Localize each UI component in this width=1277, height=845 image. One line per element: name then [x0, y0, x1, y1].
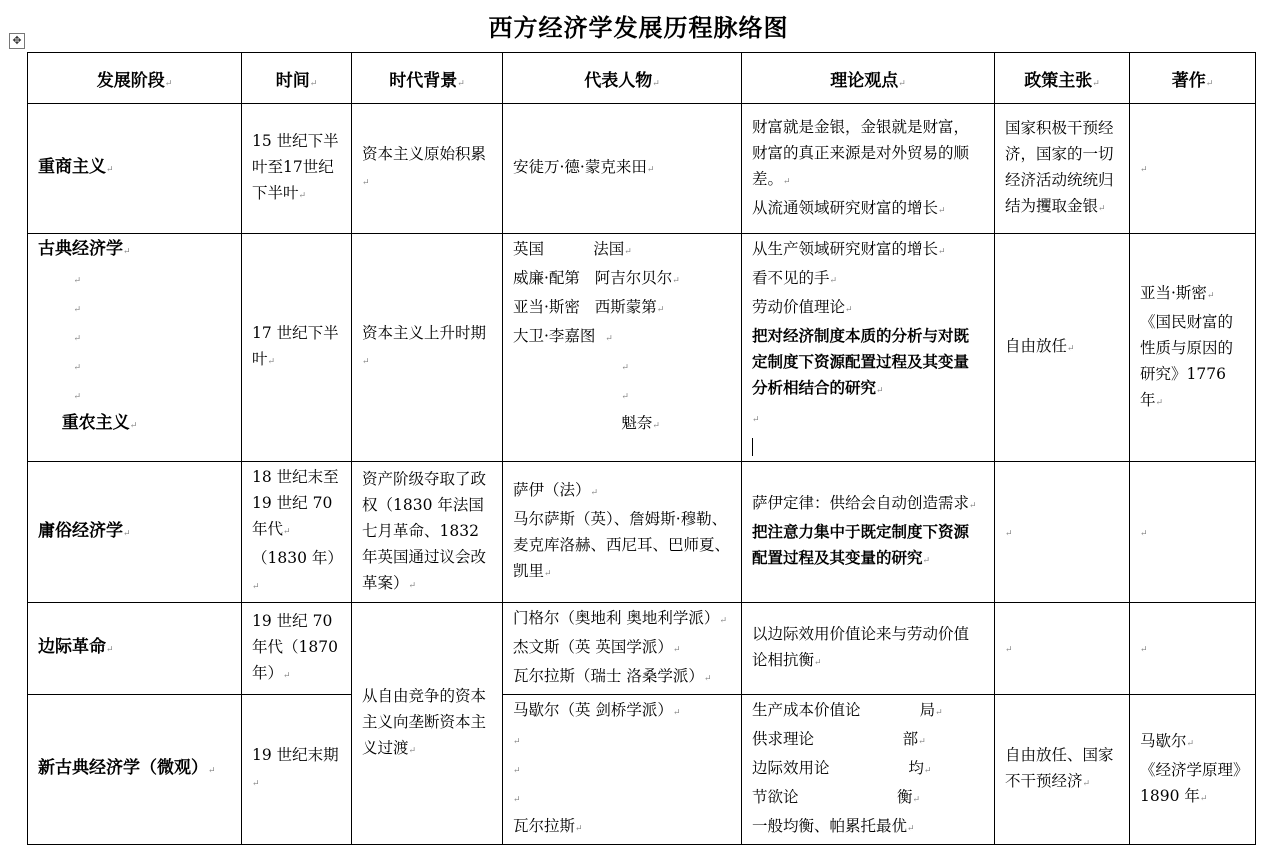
- policy-line: 自由放任、国家不干预经济 ↵: [1005, 742, 1119, 797]
- header-row: [28, 53, 1256, 104]
- works-line: 《国民财富的性质与原因的研究》1776 年 ↵: [1140, 309, 1245, 416]
- persons-line: [513, 784, 731, 813]
- cell-theory[interactable]: [742, 603, 995, 695]
- cell-theory[interactable]: [742, 234, 995, 462]
- persons-line: 魁奈 ↵: [513, 410, 731, 439]
- persons-line: 瓦尔拉斯（瑞士 洛桑学派） ↵: [513, 663, 731, 692]
- persons-line: 瓦尔拉斯 ↵: [513, 813, 731, 842]
- stage-line: [38, 381, 231, 410]
- cell-time[interactable]: [242, 462, 352, 603]
- theory-line: 节欲论 衡 ↵: [752, 784, 984, 813]
- time-line: （1830 年） ↵: [252, 545, 341, 600]
- persons-line: 英国 法国 ↵: [513, 236, 731, 265]
- cell-background[interactable]: [352, 234, 503, 462]
- cell-policy[interactable]: [995, 234, 1130, 462]
- background-line: 资本主义上升时期 ↵: [362, 320, 492, 375]
- header-label: 时间 ↵: [276, 71, 318, 91]
- persons-line: 威廉·配第 阿吉尔贝尔 ↵: [513, 265, 731, 294]
- header-works[interactable]: [1130, 53, 1256, 104]
- table-move-handle-icon[interactable]: ✥: [9, 33, 25, 49]
- header-label: 政策主张 ↵: [1024, 71, 1100, 91]
- header-theory[interactable]: [742, 53, 995, 104]
- economics-history-table: [27, 52, 1256, 845]
- stage-line: 新古典经济学（微观） ↵: [38, 755, 231, 784]
- theory-line: 把注意力集中于既定制度下资源配置过程及其变量的研究 ↵: [752, 519, 984, 574]
- stage-line: 重农主义 ↵: [38, 410, 231, 439]
- header-persons[interactable]: [503, 53, 742, 104]
- cell-stage[interactable]: [28, 234, 242, 462]
- cell-background[interactable]: [352, 462, 503, 603]
- cell-works[interactable]: [1130, 603, 1256, 695]
- theory-line: 把对经济制度本质的分析与对既定制度下资源配置过程及其变量分析相结合的研究 ↵: [752, 323, 984, 404]
- time-line: 18 世纪末至19 世纪 70 年代 ↵: [252, 464, 341, 545]
- cell-theory[interactable]: [742, 462, 995, 603]
- time-line: 17 世纪下半叶 ↵: [252, 320, 341, 375]
- header-label: 时代背景 ↵: [389, 71, 465, 91]
- cell-persons[interactable]: [503, 603, 742, 695]
- persons-line: 大卫·李嘉图 ↵: [513, 323, 731, 352]
- time-line: 19 世纪末期 ↵: [252, 742, 341, 797]
- persons-line: 门格尔（奥地利 奥地利学派） ↵: [513, 605, 731, 634]
- background-line: 从自由竞争的资本主义向垄断资本主义过渡 ↵: [362, 683, 492, 764]
- stage-line: [38, 352, 231, 381]
- works-line: 亚当·斯密 ↵: [1140, 280, 1245, 309]
- text-cursor: [752, 438, 753, 456]
- cell-policy[interactable]: [995, 603, 1130, 695]
- theory-line: 劳动价值理论 ↵: [752, 294, 984, 323]
- persons-line: 萨伊（法） ↵: [513, 477, 731, 506]
- works-line: 马歇尔 ↵: [1140, 728, 1245, 757]
- cell-works[interactable]: [1130, 462, 1256, 603]
- works-line: 《经济学原理》1890 年 ↵: [1140, 757, 1245, 812]
- works-line: [1140, 518, 1245, 547]
- cell-stage[interactable]: [28, 104, 242, 234]
- background-line: 资产阶级夺取了政权（1830 年法国七月革命、1832 年英国通过议会改革案） ↵: [362, 466, 492, 599]
- theory-line: 从流通领域研究财富的增长 ↵: [752, 195, 984, 224]
- cell-background[interactable]: [352, 603, 503, 845]
- cell-works[interactable]: [1130, 234, 1256, 462]
- stage-line: [38, 265, 231, 294]
- header-label: 理论观点 ↵: [830, 71, 906, 91]
- table-row: [28, 462, 1256, 603]
- cell-persons[interactable]: [503, 104, 742, 234]
- stage-line: 重商主义 ↵: [38, 154, 231, 183]
- cell-background[interactable]: [352, 104, 503, 234]
- persons-line: [513, 352, 731, 381]
- persons-line: 安徒万·德·蒙克来田 ↵: [513, 154, 731, 183]
- theory-line: 一般均衡、帕累托最优 ↵: [752, 813, 984, 842]
- stage-line: 庸俗经济学 ↵: [38, 518, 231, 547]
- cell-theory[interactable]: [742, 104, 995, 234]
- stage-line: 古典经济学 ↵: [38, 236, 231, 265]
- theory-line: 生产成本价值论 局 ↵: [752, 697, 984, 726]
- time-line: 15 世纪下半叶至17世纪下半叶 ↵: [252, 128, 341, 209]
- cell-time[interactable]: [242, 603, 352, 695]
- header-label: 著作 ↵: [1172, 71, 1214, 91]
- theory-line: 看不见的手 ↵: [752, 265, 984, 294]
- works-line: [1140, 634, 1245, 663]
- policy-line: [1005, 518, 1119, 547]
- time-line: 19 世纪 70 年代（1870 年） ↵: [252, 608, 341, 689]
- cell-persons[interactable]: [503, 462, 742, 603]
- stage-line: [38, 323, 231, 352]
- persons-line: 马歇尔（英 剑桥学派） ↵: [513, 697, 731, 726]
- table-row: [28, 104, 1256, 234]
- cell-persons[interactable]: [503, 234, 742, 462]
- theory-line: 萨伊定律：供给会自动创造需求 ↵: [752, 490, 984, 519]
- cell-time[interactable]: [242, 104, 352, 234]
- persons-line: [513, 726, 731, 755]
- stage-line: 边际革命 ↵: [38, 634, 231, 663]
- cell-time[interactable]: [242, 234, 352, 462]
- header-background[interactable]: [352, 53, 503, 104]
- document-title: [0, 8, 1277, 43]
- header-time[interactable]: [242, 53, 352, 104]
- header-policy[interactable]: [995, 53, 1130, 104]
- header-label: 代表人物 ↵: [584, 71, 660, 91]
- table-row: [28, 234, 1256, 462]
- theory-line: [752, 404, 984, 433]
- title-text: 西方经济学发展历程脉络图: [488, 14, 789, 42]
- persons-line: 杰文斯（英 英国学派） ↵: [513, 634, 731, 663]
- cell-stage[interactable]: [28, 462, 242, 603]
- header-label: 发展阶段 ↵: [97, 71, 173, 91]
- persons-line: [513, 381, 731, 410]
- theory-line: 供求理论 部 ↵: [752, 726, 984, 755]
- persons-line: 马尔萨斯（英）、詹姆斯·穆勒、麦克库洛赫、西尼耳、巴师夏、凯里 ↵: [513, 506, 731, 587]
- theory-line: 边际效用论 均 ↵: [752, 755, 984, 784]
- cell-works[interactable]: [1130, 104, 1256, 234]
- table-row: [28, 603, 1256, 695]
- header-stage[interactable]: [28, 53, 242, 104]
- works-line: [1140, 154, 1245, 183]
- cell-policy[interactable]: [995, 462, 1130, 603]
- theory-line: 财富就是金银，金银就是财富，财富的真正来源是对外贸易的顺差。 ↵: [752, 114, 984, 195]
- policy-line: 国家积极干预经济，国家的一切经济活动统统归结为攫取金银 ↵: [1005, 115, 1119, 222]
- cell-stage[interactable]: [28, 603, 242, 695]
- theory-line: 从生产领域研究财富的增长 ↵: [752, 236, 984, 265]
- background-line: 资本主义原始积累 ↵: [362, 141, 492, 196]
- policy-line: [1005, 634, 1119, 663]
- policy-line: 自由放任 ↵: [1005, 333, 1119, 362]
- persons-line: 亚当·斯密 西斯蒙第 ↵: [513, 294, 731, 323]
- cell-policy[interactable]: [995, 104, 1130, 234]
- theory-line: 以边际效用价值论来与劳动价值论相抗衡 ↵: [752, 621, 984, 676]
- stage-line: [38, 294, 231, 323]
